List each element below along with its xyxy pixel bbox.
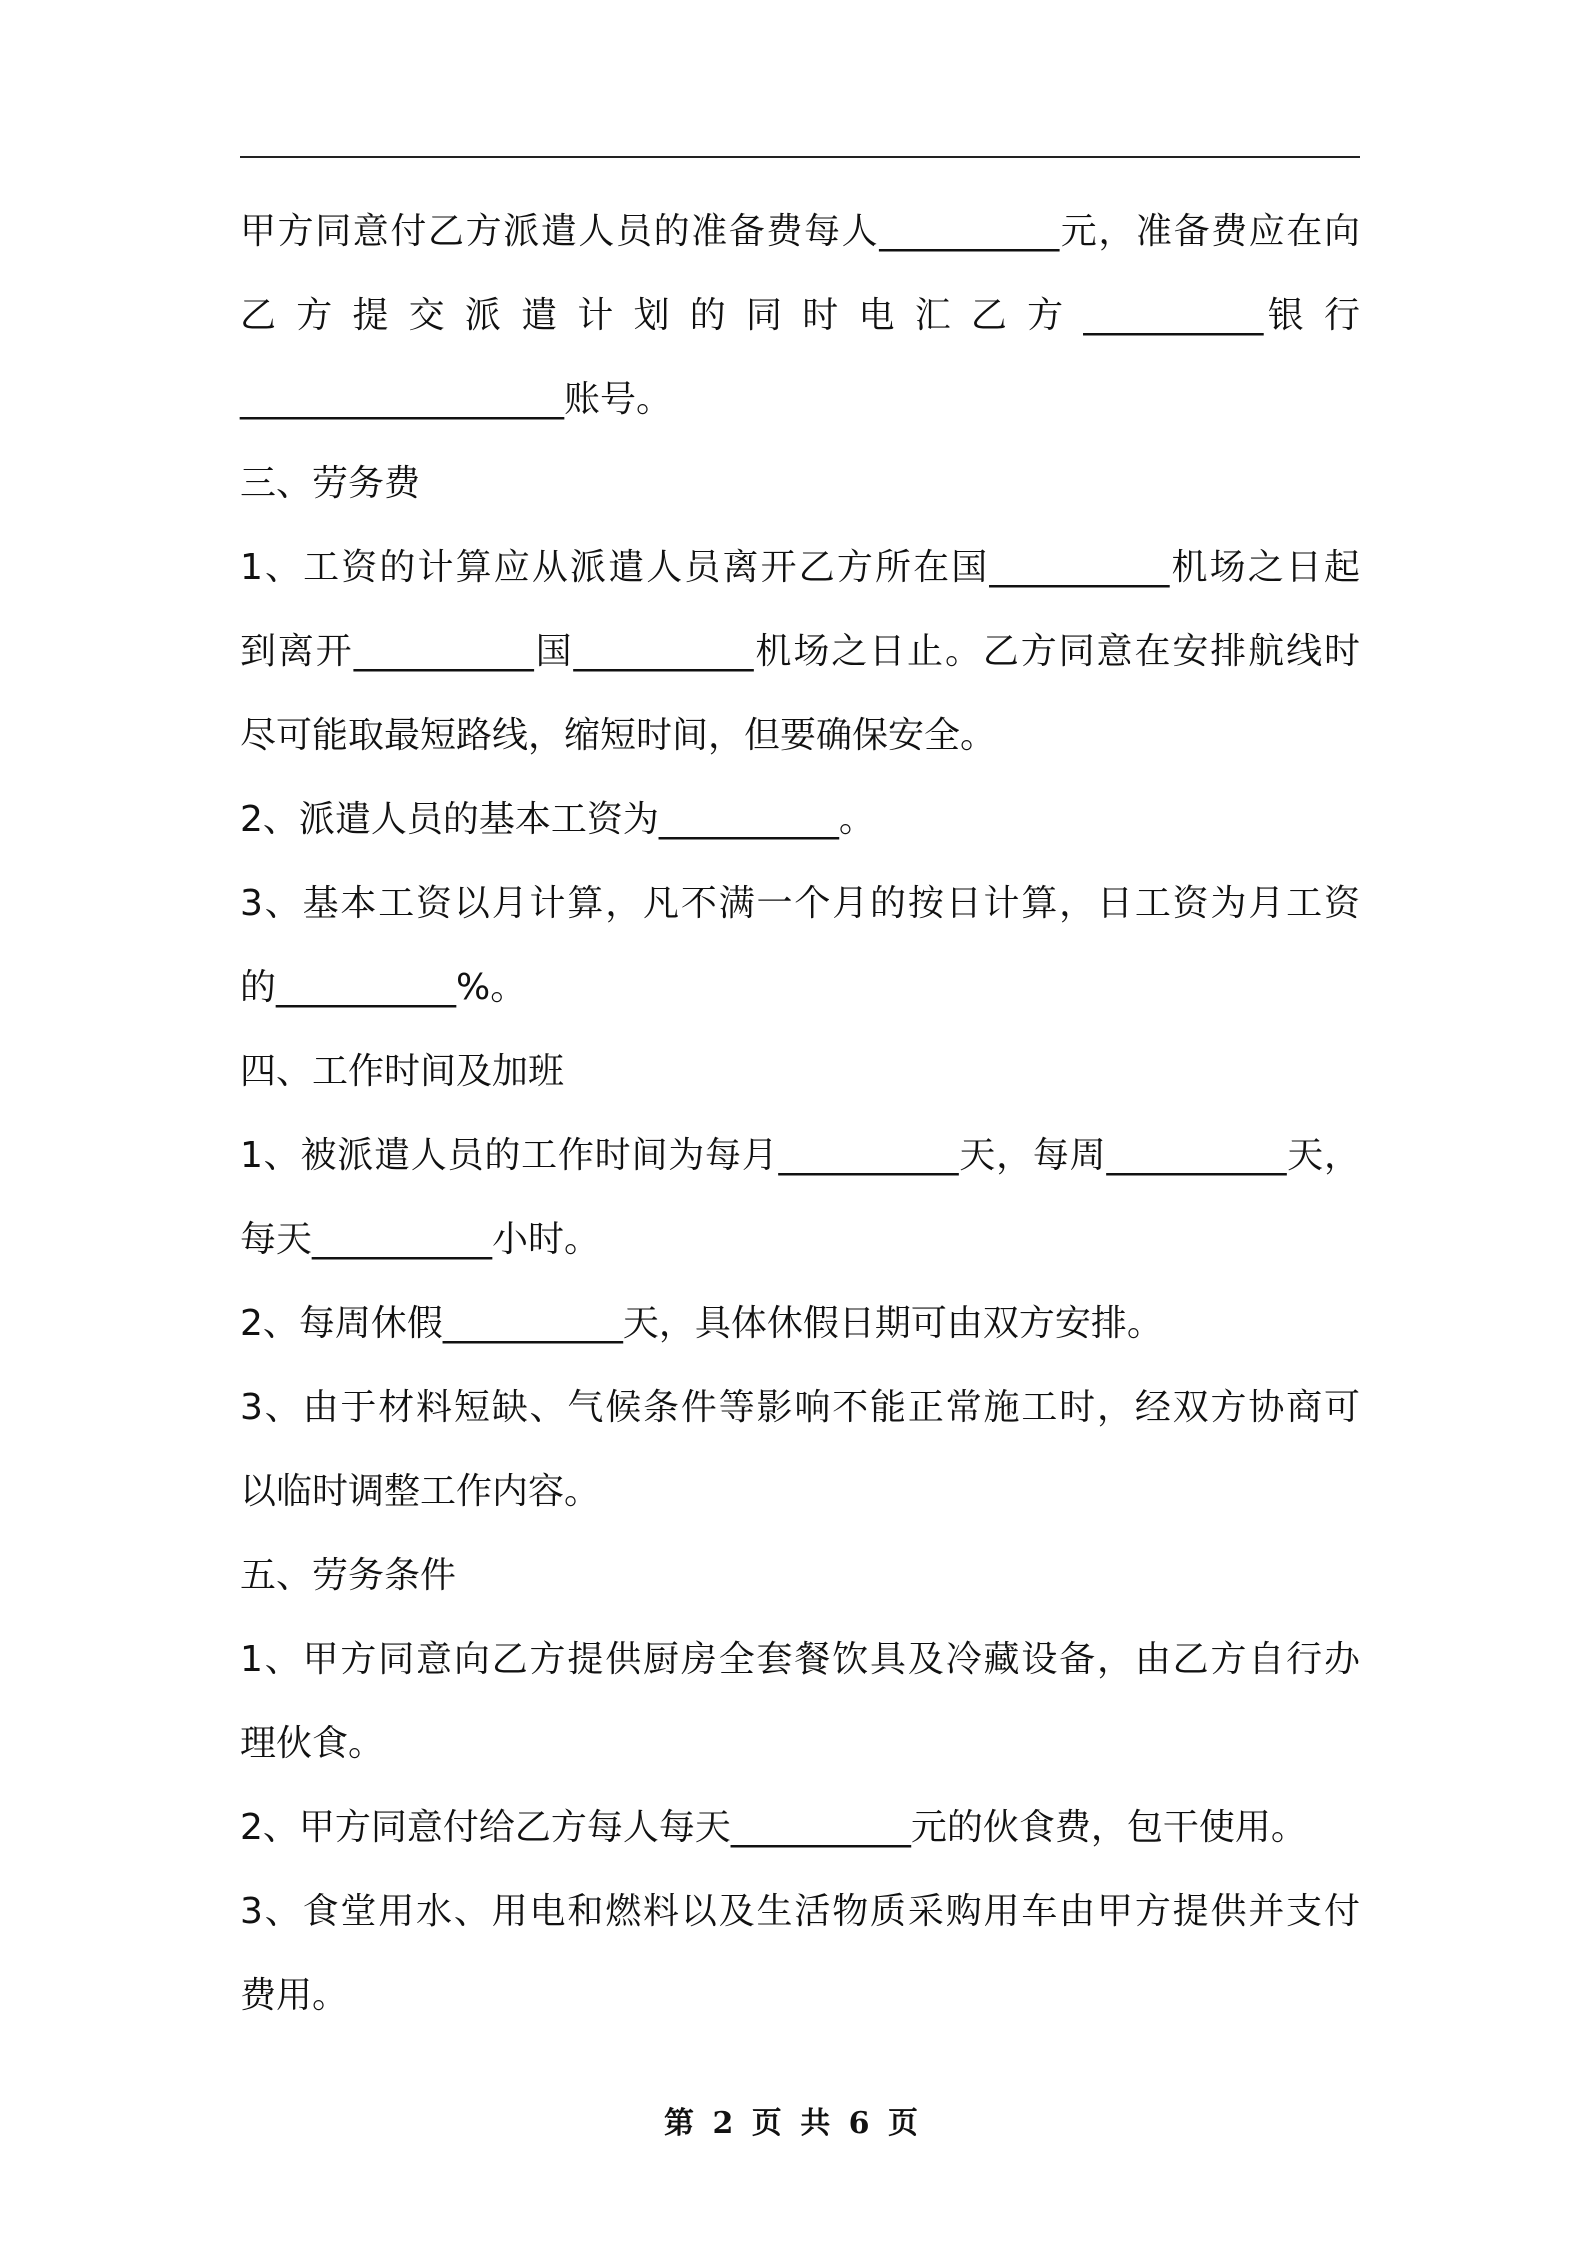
text-line: 1、甲方同意向乙方提供厨房全套餐饮具及冷藏设备，由乙方自行办: [240, 1639, 1360, 1680]
page-number: 第 2 页 共 6 页: [664, 2106, 922, 2141]
text-line: 3、食堂用水、用电和燃料以及生活物质采购用车由甲方提供并支付: [240, 1891, 1360, 1932]
section-heading: 五、劳务条件: [240, 1555, 457, 1596]
text-line: 尽可能取最短路线，缩短时间，但要确保安全。: [240, 715, 997, 756]
text-line: 费用。: [240, 1975, 349, 2016]
text-line: 3、由于材料短缺、气候条件等影响不能正常施工时，经双方协商可: [240, 1387, 1360, 1428]
text-line: 理伙食。: [240, 1723, 385, 1764]
text-line: 以临时调整工作内容。: [240, 1471, 601, 1512]
text-line: 1、被派遣人员的工作时间为每月__________天，每周__________天，: [240, 1135, 1360, 1176]
text-line: 甲方同意付乙方派遣人员的准备费每人__________元，准备费应在向: [240, 211, 1360, 252]
text-line: 的__________%。: [240, 967, 527, 1008]
text-line: __________________账号。: [240, 379, 673, 420]
section-heading: 三、劳务费: [240, 463, 421, 504]
text-line: 乙 方 提 交 派 遣 计 划 的 同 时 电 汇 乙 方 __________银 行: [240, 295, 1361, 336]
text-line: 2、派遣人员的基本工资为__________。: [240, 799, 875, 840]
text-line: 2、每周休假__________天，具体休假日期可由双方安排。: [240, 1303, 1163, 1344]
section-heading: 四、工作时间及加班: [240, 1051, 565, 1092]
text-line: 1、工资的计算应从派遣人员离开乙方所在国__________机场之日起: [240, 547, 1360, 588]
header-rule: [240, 156, 1360, 158]
text-line: 到离开__________国__________机场之日止。乙方同意在安排航线时: [240, 631, 1360, 672]
text-line: 每天__________小时。: [240, 1219, 601, 1260]
text-line: 3、基本工资以月计算，凡不满一个月的按日计算，日工资为月工资: [240, 883, 1360, 924]
text-line: 2、甲方同意付给乙方每人每天__________元的伙食费，包干使用。: [240, 1807, 1307, 1848]
